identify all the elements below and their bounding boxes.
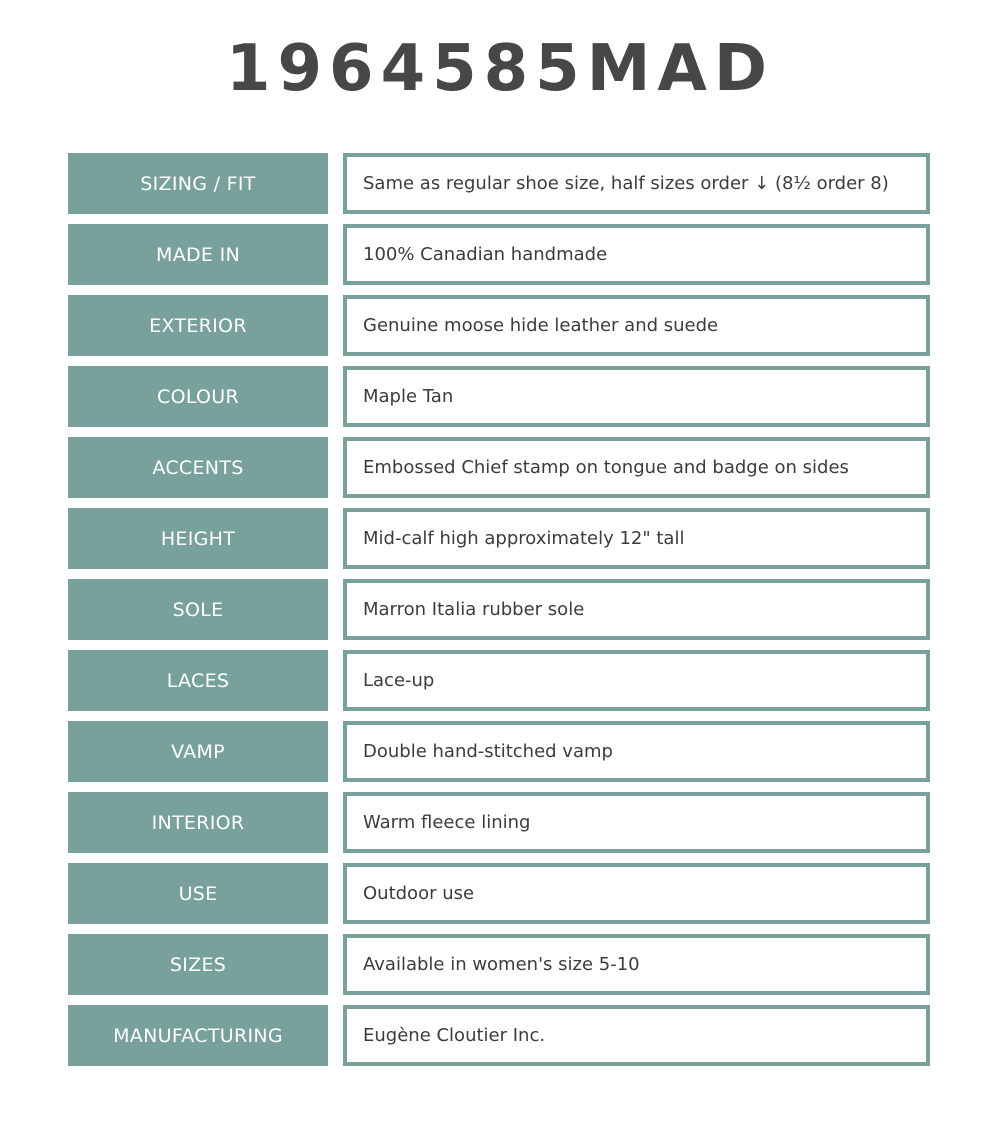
spec-row-height [68,508,930,569]
spec-row-laces [68,650,930,711]
spec-row-made-in [68,224,930,285]
spec-value: Marron Italia rubber sole [343,579,930,640]
spec-value: 100% Canadian handmade [343,224,930,285]
spec-label: MADE IN [68,224,328,285]
spec-label: HEIGHT [68,508,328,569]
spec-label: USE [68,863,328,924]
spec-value: Same as regular shoe size, half sizes order ↓ (8½ order 8) [343,153,930,214]
spec-table [68,153,930,1076]
spec-value: Available in women's size 5-10 [343,934,930,995]
spec-label: MANUFACTURING [68,1005,328,1066]
spec-label: SOLE [68,579,328,640]
spec-row-sizes [68,934,930,995]
spec-value: Genuine moose hide leather and suede [343,295,930,356]
spec-row-exterior [68,295,930,356]
spec-label: LACES [68,650,328,711]
spec-row-colour [68,366,930,427]
spec-value: Warm fleece lining [343,792,930,853]
spec-value: Lace-up [343,650,930,711]
spec-row-sole [68,579,930,640]
spec-label: INTERIOR [68,792,328,853]
spec-label: EXTERIOR [68,295,328,356]
spec-value: Outdoor use [343,863,930,924]
spec-value: Mid-calf high approximately 12" tall [343,508,930,569]
spec-label: SIZING / FIT [68,153,328,214]
spec-row-vamp [68,721,930,782]
spec-value: Embossed Chief stamp on tongue and badge on sides [343,437,930,498]
spec-value: Eugène Cloutier Inc. [343,1005,930,1066]
spec-row-manufacturing [68,1005,930,1066]
spec-row-sizing-fit [68,153,930,214]
spec-label: SIZES [68,934,328,995]
spec-value: Double hand-stitched vamp [343,721,930,782]
product-code-title: 1964585MAD [225,32,775,106]
spec-row-accents [68,437,930,498]
spec-row-use [68,863,930,924]
spec-value: Maple Tan [343,366,930,427]
spec-label: COLOUR [68,366,328,427]
spec-label: VAMP [68,721,328,782]
spec-row-interior [68,792,930,853]
spec-label: ACCENTS [68,437,328,498]
